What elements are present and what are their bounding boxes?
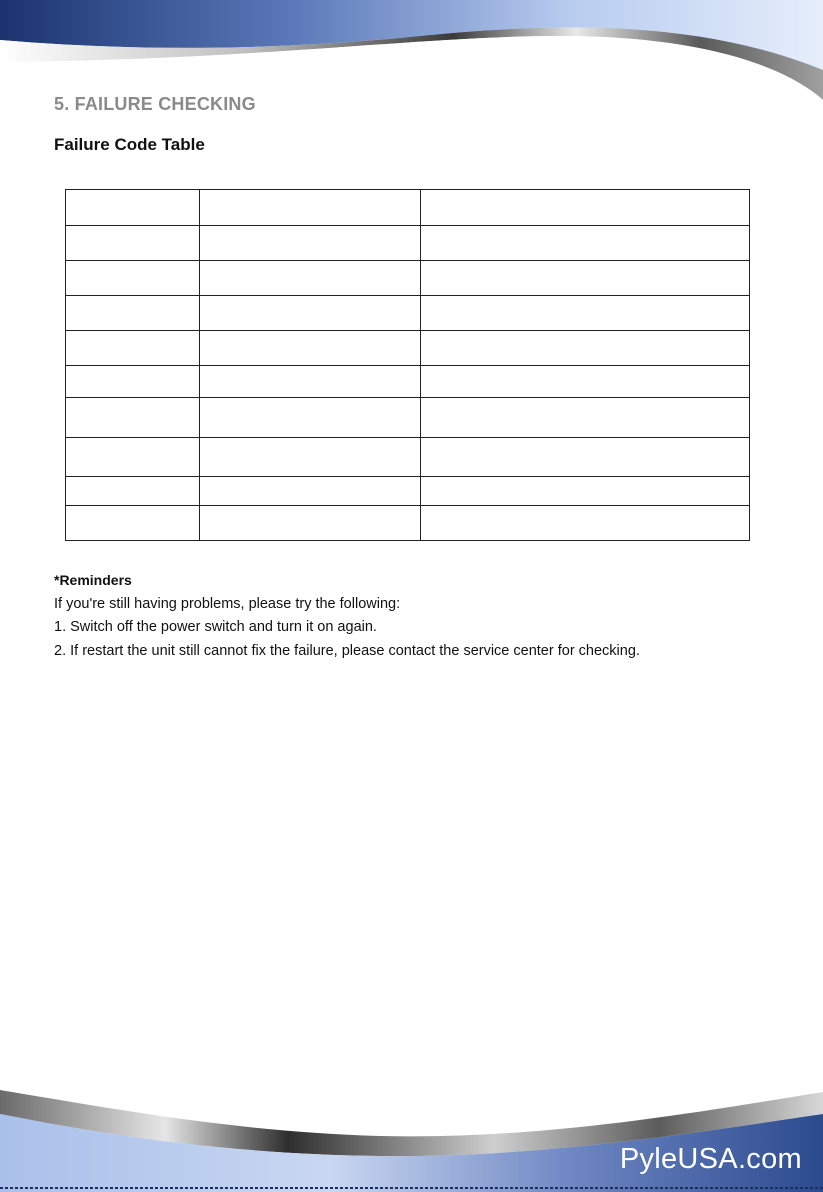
table-cell-code — [66, 366, 200, 398]
table-cell-description — [200, 261, 421, 296]
table-row — [66, 398, 750, 438]
table-cell-code — [66, 477, 200, 506]
brand-logo-text: PyleUSA.com — [619, 1143, 802, 1175]
table-row — [66, 366, 750, 398]
table-title: Failure Code Table — [54, 135, 205, 154]
table-cell-description — [200, 366, 421, 398]
footer-decoration — [0, 1080, 823, 1192]
table-cell-solution — [421, 331, 750, 366]
table-cell-description — [200, 477, 421, 506]
reminder-item: 1. Switch off the power switch and turn it on again. — [54, 619, 377, 635]
table-cell-solution — [421, 477, 750, 506]
table-cell-code — [66, 261, 200, 296]
table-cell-solution — [421, 296, 750, 331]
section-title: 5. FAILURE CHECKING — [54, 94, 256, 114]
table-cell-code — [66, 190, 200, 226]
table-row — [66, 226, 750, 261]
table-cell-solution — [421, 261, 750, 296]
table-cell-code — [66, 226, 200, 261]
reminders-heading: *Reminders — [54, 572, 132, 588]
table-cell-description — [200, 506, 421, 541]
table-cell-code — [66, 296, 200, 331]
table-cell-code — [66, 398, 200, 438]
table-cell-solution — [421, 506, 750, 541]
table-cell-solution — [421, 190, 750, 226]
failure-code-table — [65, 189, 750, 541]
table-cell-solution — [421, 438, 750, 477]
table-cell-solution — [421, 398, 750, 438]
table-cell-code — [66, 506, 200, 541]
table-cell-solution — [421, 366, 750, 398]
table-cell-description — [200, 226, 421, 261]
table-row — [66, 296, 750, 331]
table-row — [66, 477, 750, 506]
reminders-intro: If you're still having problems, please try the following: — [54, 595, 401, 612]
reminder-item: 2. If restart the unit still cannot fix the failure, please contact the service center for checking. — [54, 642, 640, 659]
table-cell-description — [200, 438, 421, 477]
table-row — [66, 331, 750, 366]
table-cell-code — [66, 331, 200, 366]
table-row — [66, 190, 750, 226]
table-cell-description — [200, 331, 421, 366]
table-cell-description — [200, 296, 421, 331]
table-cell-description — [200, 190, 421, 226]
table-row — [66, 506, 750, 541]
table-row — [66, 261, 750, 296]
table-cell-code — [66, 438, 200, 477]
table-cell-description — [200, 398, 421, 438]
table-row — [66, 438, 750, 477]
table-cell-solution — [421, 226, 750, 261]
reminders-section — [54, 569, 794, 663]
